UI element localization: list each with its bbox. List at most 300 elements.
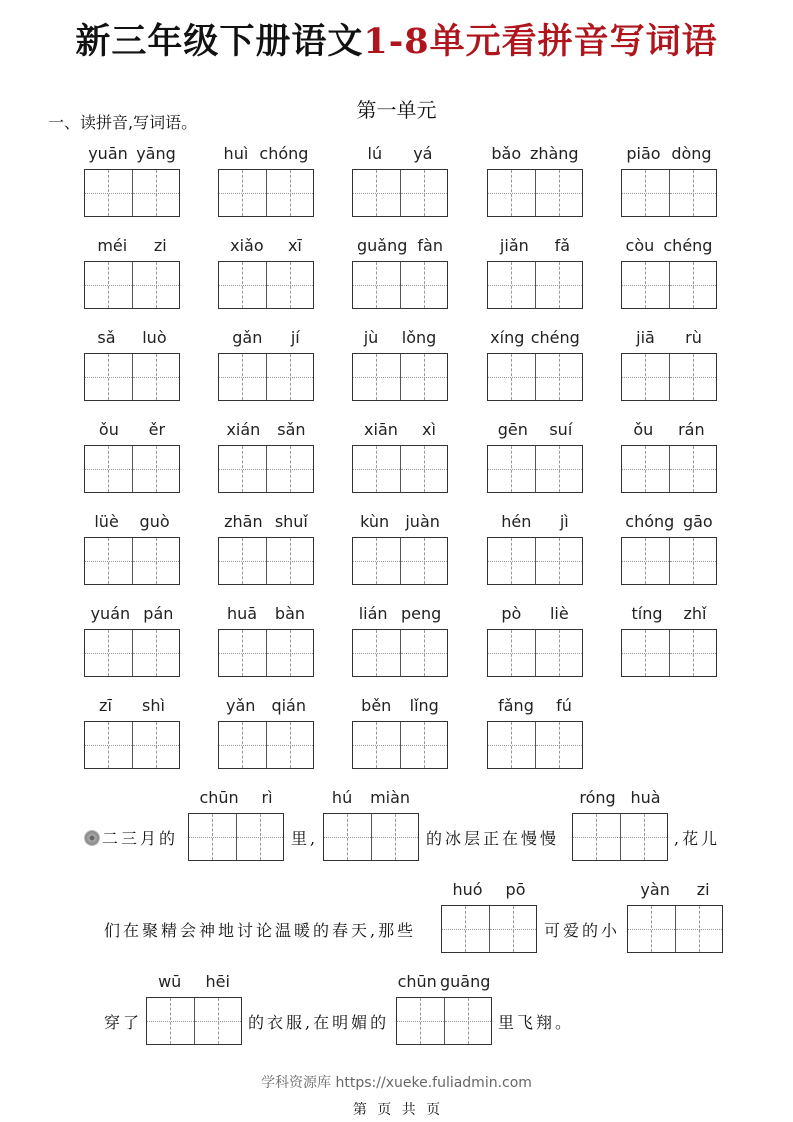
pinyin-label xyxy=(218,696,314,718)
pinyin-syllable-2: sǎn xyxy=(277,420,306,439)
pinyin-syllable-1: jiā xyxy=(636,328,655,347)
tianzige-cell[interactable] xyxy=(85,538,132,584)
tianzige-cell[interactable] xyxy=(132,722,180,768)
tianzige-cell[interactable] xyxy=(353,354,400,400)
tianzige-cell[interactable] xyxy=(266,170,314,216)
pinyin-label xyxy=(621,328,717,350)
footer-source: 学科资源库 https://xueke.fuliadmin.com xyxy=(261,1075,532,1091)
word-item[interactable] xyxy=(84,420,180,493)
tianzige-cell[interactable] xyxy=(400,538,448,584)
tianzige-cell[interactable] xyxy=(219,722,266,768)
word-item[interactable] xyxy=(218,144,314,217)
pinyin-label xyxy=(621,144,717,166)
tianzige-box[interactable] xyxy=(146,997,242,1045)
pinyin-label xyxy=(218,328,314,350)
pinyin-syllable-1: fǎng xyxy=(498,696,534,715)
pinyin-label xyxy=(218,604,314,626)
pinyin-syllable-2: zi xyxy=(153,236,167,255)
pinyin-syllable-1: piāo xyxy=(626,144,661,163)
tianzige-cell[interactable] xyxy=(236,814,284,860)
pinyin-syllable-2: luò xyxy=(142,328,167,347)
tianzige-box[interactable] xyxy=(487,721,583,769)
tianzige-box[interactable] xyxy=(84,169,180,217)
footer-page-number: 第 页 共 页 xyxy=(352,1102,441,1118)
tianzige-box[interactable] xyxy=(218,261,314,309)
tianzige-cell[interactable] xyxy=(353,170,400,216)
flower-icon xyxy=(84,830,100,846)
tianzige-cell[interactable] xyxy=(132,262,180,308)
tianzige-cell[interactable] xyxy=(132,354,180,400)
pinyin-syllable-1: jù xyxy=(363,328,379,347)
tianzige-box[interactable] xyxy=(218,629,314,677)
tianzige-box[interactable] xyxy=(323,813,419,861)
word-item[interactable] xyxy=(84,328,180,401)
pinyin-syllable-1: pò xyxy=(501,604,522,623)
tianzige-box[interactable] xyxy=(352,353,448,401)
tianzige-box[interactable] xyxy=(84,353,180,401)
tianzige-cell[interactable] xyxy=(371,814,419,860)
word-item[interactable] xyxy=(621,144,717,217)
tianzige-cell[interactable] xyxy=(535,262,583,308)
pinyin-syllable-1: ǒu xyxy=(98,420,119,439)
tianzige-cell[interactable] xyxy=(400,446,448,492)
tianzige-cell[interactable] xyxy=(400,170,448,216)
passage-line2-text2: 可爱的小 xyxy=(544,921,621,940)
tianzige-box[interactable] xyxy=(352,629,448,677)
tianzige-cell[interactable] xyxy=(622,630,669,676)
pinyin-syllable-1: guǎng xyxy=(357,236,408,255)
tianzige-cell[interactable] xyxy=(489,906,537,952)
pinyin-label xyxy=(487,696,583,718)
pinyin-label xyxy=(352,696,448,718)
passage-line1-text2: 里, xyxy=(291,829,319,848)
pinyin-syllable-2: rì xyxy=(261,788,273,807)
pinyin-syllable-2: pán xyxy=(143,604,174,623)
pinyin-syllable-1: jiǎn xyxy=(499,236,529,255)
tianzige-cell[interactable] xyxy=(132,170,180,216)
word-item[interactable] xyxy=(218,420,314,493)
pinyin-syllable-2: peng xyxy=(400,604,442,623)
unit-title: 第一单元 xyxy=(356,98,437,122)
pinyin-label xyxy=(352,420,448,442)
tianzige-cell[interactable] xyxy=(669,170,717,216)
pinyin-label xyxy=(218,236,314,258)
tianzige-cell[interactable] xyxy=(488,446,535,492)
pinyin-label xyxy=(323,788,419,810)
tianzige-cell[interactable] xyxy=(488,170,535,216)
pinyin-label xyxy=(621,236,717,258)
pinyin-syllable-2: yāng xyxy=(136,144,176,163)
tianzige-box[interactable] xyxy=(621,445,717,493)
tianzige-box[interactable] xyxy=(487,169,583,217)
pinyin-syllable-2: zhàng xyxy=(529,144,579,163)
tianzige-box[interactable] xyxy=(572,813,668,861)
pinyin-syllable-1: sǎ xyxy=(97,328,116,347)
pinyin-label xyxy=(84,236,180,258)
tianzige-box[interactable] xyxy=(627,905,723,953)
pinyin-syllable-2: pō xyxy=(505,880,526,899)
pinyin-syllable-2: shì xyxy=(142,696,165,715)
pinyin-label xyxy=(627,880,723,902)
tianzige-cell[interactable] xyxy=(573,814,620,860)
pinyin-label xyxy=(621,512,717,534)
title-black-part: 新三年级下册语文 xyxy=(75,21,364,62)
pinyin-label xyxy=(218,420,314,442)
tianzige-cell[interactable] xyxy=(219,538,266,584)
pinyin-syllable-2: miàn xyxy=(370,788,411,807)
word-item[interactable] xyxy=(352,696,448,769)
pinyin-syllable-1: ǒu xyxy=(633,420,654,439)
tianzige-box[interactable] xyxy=(218,353,314,401)
pinyin-syllable-2: juàn xyxy=(405,512,440,531)
tianzige-box[interactable] xyxy=(621,629,717,677)
tianzige-box[interactable] xyxy=(84,721,180,769)
tianzige-cell[interactable] xyxy=(219,630,266,676)
pinyin-label xyxy=(218,144,314,166)
tianzige-cell[interactable] xyxy=(266,722,314,768)
pinyin-syllable-2: dòng xyxy=(671,144,712,163)
tianzige-cell[interactable] xyxy=(444,998,492,1044)
pinyin-syllable-1: bǎo xyxy=(491,144,522,163)
tianzige-box[interactable] xyxy=(84,261,180,309)
pinyin-label xyxy=(487,236,583,258)
passage-box[interactable] xyxy=(572,788,668,861)
pinyin-syllable-1: tíng xyxy=(631,604,663,623)
pinyin-label xyxy=(352,512,448,534)
pinyin-syllable-1: hú xyxy=(331,788,353,807)
word-item[interactable] xyxy=(218,696,314,769)
tianzige-cell[interactable] xyxy=(266,630,314,676)
pinyin-syllable-2: hēi xyxy=(205,972,230,991)
pinyin-syllable-2: xī xyxy=(287,236,302,255)
pinyin-label xyxy=(218,512,314,534)
tianzige-cell[interactable] xyxy=(219,262,266,308)
pinyin-syllable-1: xíng xyxy=(490,328,525,347)
pinyin-label xyxy=(84,696,180,718)
pinyin-syllable-1: wū xyxy=(158,972,182,991)
pinyin-syllable-1: chūn xyxy=(397,972,437,991)
word-item[interactable] xyxy=(621,236,717,309)
tianzige-box[interactable] xyxy=(441,905,537,953)
tianzige-cell[interactable] xyxy=(488,630,535,676)
pinyin-label xyxy=(621,604,717,626)
tianzige-cell[interactable] xyxy=(85,354,132,400)
tianzige-cell[interactable] xyxy=(669,446,717,492)
tianzige-box[interactable] xyxy=(84,629,180,677)
pinyin-syllable-2: fàn xyxy=(417,236,443,255)
tianzige-box[interactable] xyxy=(218,169,314,217)
word-item[interactable] xyxy=(352,512,448,585)
pinyin-label xyxy=(487,512,583,534)
pinyin-syllable-2: lǐng xyxy=(409,696,439,715)
section-label: 一、读拼音,写词语。 xyxy=(48,113,198,132)
tianzige-cell[interactable] xyxy=(669,630,717,676)
pinyin-label xyxy=(487,420,583,442)
passage-box[interactable] xyxy=(188,788,284,861)
word-item[interactable] xyxy=(487,696,583,769)
word-item[interactable] xyxy=(487,236,583,309)
tianzige-box[interactable] xyxy=(352,721,448,769)
pinyin-syllable-1: běn xyxy=(361,696,392,715)
tianzige-cell[interactable] xyxy=(85,630,132,676)
document-title xyxy=(0,14,793,64)
tianzige-cell[interactable] xyxy=(620,814,668,860)
pinyin-syllable-1: zhān xyxy=(224,512,263,531)
tianzige-cell[interactable] xyxy=(397,998,444,1044)
tianzige-cell[interactable] xyxy=(535,354,583,400)
tianzige-box[interactable] xyxy=(621,169,717,217)
pinyin-syllable-2: guò xyxy=(139,512,170,531)
pinyin-syllable-2: chéng xyxy=(530,328,580,347)
word-item[interactable] xyxy=(621,328,717,401)
pinyin-syllable-1: lüè xyxy=(94,512,119,531)
tianzige-cell[interactable] xyxy=(85,722,132,768)
passage-box[interactable] xyxy=(146,972,242,1045)
pinyin-syllable-2: qián xyxy=(271,696,306,715)
pinyin-syllable-1: zī xyxy=(99,696,112,715)
word-item[interactable] xyxy=(218,236,314,309)
tianzige-box[interactable] xyxy=(352,537,448,585)
word-item[interactable] xyxy=(84,604,180,677)
pinyin-syllable-2: suí xyxy=(549,420,573,439)
word-item[interactable] xyxy=(621,420,717,493)
pinyin-syllable-1: huā xyxy=(226,604,258,623)
tianzige-cell[interactable] xyxy=(219,170,266,216)
pinyin-syllable-1: xián xyxy=(226,420,261,439)
tianzige-box[interactable] xyxy=(352,261,448,309)
pinyin-syllable-2: fú xyxy=(556,696,572,715)
tianzige-cell[interactable] xyxy=(535,446,583,492)
pinyin-syllable-2: fǎ xyxy=(554,236,571,255)
word-item[interactable] xyxy=(621,604,717,677)
pinyin-syllable-2: chéng xyxy=(663,236,713,255)
pinyin-label xyxy=(487,328,583,350)
pinyin-label xyxy=(84,328,180,350)
passage-line1-text1: 二三月的 xyxy=(84,826,178,849)
tianzige-box[interactable] xyxy=(352,445,448,493)
pinyin-syllable-1: xiǎo xyxy=(230,236,264,255)
pinyin-syllable-2: xì xyxy=(422,420,436,439)
pinyin-syllable-1: yàn xyxy=(640,880,670,899)
word-item[interactable] xyxy=(487,512,583,585)
passage-box[interactable] xyxy=(627,880,723,953)
pinyin-syllable-1: gǎn xyxy=(232,328,263,347)
pinyin-syllable-2: lǒng xyxy=(401,328,437,347)
pinyin-syllable-1: yuān xyxy=(88,144,128,163)
pinyin-syllable-2: zhǐ xyxy=(683,604,707,623)
passage-line1-text4: ,花儿 xyxy=(674,829,721,848)
tianzige-cell[interactable] xyxy=(266,354,314,400)
pinyin-syllable-2: rù xyxy=(685,328,702,347)
pinyin-syllable-1: yǎn xyxy=(226,696,256,715)
pinyin-syllable-1: lián xyxy=(358,604,388,623)
passage-box[interactable] xyxy=(441,880,537,953)
pinyin-syllable-2: huà xyxy=(630,788,661,807)
pinyin-syllable-2: chóng xyxy=(259,144,309,163)
tianzige-box[interactable] xyxy=(487,537,583,585)
word-item[interactable] xyxy=(218,328,314,401)
word-item[interactable] xyxy=(218,512,314,585)
pinyin-label xyxy=(487,144,583,166)
tianzige-cell[interactable] xyxy=(85,262,132,308)
word-item[interactable] xyxy=(352,420,448,493)
pinyin-label xyxy=(84,512,180,534)
tianzige-cell[interactable] xyxy=(353,722,400,768)
word-item[interactable] xyxy=(352,144,448,217)
tianzige-cell[interactable] xyxy=(353,262,400,308)
pinyin-label xyxy=(84,604,180,626)
tianzige-cell[interactable] xyxy=(535,722,583,768)
tianzige-box[interactable] xyxy=(487,629,583,677)
tianzige-cell[interactable] xyxy=(488,262,535,308)
word-item[interactable] xyxy=(487,604,583,677)
pinyin-label xyxy=(146,972,242,994)
pinyin-syllable-2: rán xyxy=(678,420,705,439)
pinyin-syllable-2: jí xyxy=(290,328,300,347)
word-item[interactable] xyxy=(352,328,448,401)
tianzige-cell[interactable] xyxy=(669,354,717,400)
tianzige-cell[interactable] xyxy=(219,446,266,492)
pinyin-syllable-2: yá xyxy=(413,144,433,163)
pinyin-label xyxy=(84,420,180,442)
pinyin-syllable-1: yuán xyxy=(90,604,131,623)
tianzige-cell[interactable] xyxy=(85,170,132,216)
tianzige-cell[interactable] xyxy=(194,998,242,1044)
pinyin-syllable-1: gēn xyxy=(497,420,528,439)
tianzige-cell[interactable] xyxy=(219,354,266,400)
tianzige-cell[interactable] xyxy=(669,538,717,584)
word-item[interactable] xyxy=(487,144,583,217)
passage-box[interactable] xyxy=(396,972,492,1045)
tianzige-cell[interactable] xyxy=(400,354,448,400)
tianzige-box[interactable] xyxy=(487,261,583,309)
pinyin-label xyxy=(84,144,180,166)
word-item[interactable] xyxy=(84,144,180,217)
tianzige-cell[interactable] xyxy=(535,630,583,676)
tianzige-box[interactable] xyxy=(218,445,314,493)
tianzige-cell[interactable] xyxy=(189,814,236,860)
pinyin-syllable-1: chóng xyxy=(625,512,675,531)
passage-line3-text3: 里飞翔。 xyxy=(498,1013,575,1032)
tianzige-cell[interactable] xyxy=(669,262,717,308)
word-item[interactable] xyxy=(84,512,180,585)
pinyin-label xyxy=(572,788,668,810)
tianzige-cell[interactable] xyxy=(132,630,180,676)
pinyin-syllable-1: kùn xyxy=(360,512,390,531)
tianzige-box[interactable] xyxy=(84,537,180,585)
word-item[interactable] xyxy=(621,512,717,585)
pinyin-syllable-1: còu xyxy=(625,236,655,255)
word-item[interactable] xyxy=(487,328,583,401)
pinyin-syllable-1: huó xyxy=(452,880,483,899)
tianzige-cell[interactable] xyxy=(400,262,448,308)
pinyin-label xyxy=(352,236,448,258)
tianzige-cell[interactable] xyxy=(622,538,669,584)
word-item[interactable] xyxy=(218,604,314,677)
pinyin-syllable-1: xiān xyxy=(364,420,398,439)
tianzige-box[interactable] xyxy=(352,169,448,217)
tianzige-cell[interactable] xyxy=(400,630,448,676)
tianzige-cell[interactable] xyxy=(488,722,535,768)
tianzige-cell[interactable] xyxy=(622,170,669,216)
pinyin-label xyxy=(396,972,492,994)
tianzige-cell[interactable] xyxy=(266,538,314,584)
tianzige-cell[interactable] xyxy=(488,538,535,584)
tianzige-box[interactable] xyxy=(487,445,583,493)
pinyin-syllable-2: gāo xyxy=(682,512,713,531)
pinyin-syllable-2: guāng xyxy=(440,972,491,991)
word-item[interactable] xyxy=(487,420,583,493)
pinyin-label xyxy=(621,420,717,442)
word-item[interactable] xyxy=(84,696,180,769)
pinyin-syllable-2: liè xyxy=(549,604,569,623)
tianzige-box[interactable] xyxy=(621,353,717,401)
pinyin-syllable-1: lú xyxy=(367,144,383,163)
passage-line3-text2: 的衣服,在明媚的 xyxy=(248,1013,390,1032)
pinyin-label xyxy=(352,328,448,350)
pinyin-syllable-2: ěr xyxy=(148,420,166,439)
tianzige-cell[interactable] xyxy=(266,446,314,492)
tianzige-cell[interactable] xyxy=(353,446,400,492)
tianzige-cell[interactable] xyxy=(442,906,489,952)
tianzige-cell[interactable] xyxy=(675,906,723,952)
tianzige-cell[interactable] xyxy=(622,446,669,492)
tianzige-cell[interactable] xyxy=(488,354,535,400)
tianzige-cell[interactable] xyxy=(535,538,583,584)
pinyin-syllable-1: róng xyxy=(579,788,616,807)
tianzige-cell[interactable] xyxy=(266,262,314,308)
tianzige-cell[interactable] xyxy=(628,906,675,952)
tianzige-box[interactable] xyxy=(621,537,717,585)
tianzige-cell[interactable] xyxy=(147,998,194,1044)
pinyin-label xyxy=(487,604,583,626)
tianzige-cell[interactable] xyxy=(353,538,400,584)
tianzige-cell[interactable] xyxy=(535,170,583,216)
pinyin-label xyxy=(441,880,537,902)
tianzige-box[interactable] xyxy=(218,721,314,769)
pinyin-syllable-2: zi xyxy=(696,880,710,899)
pinyin-syllable-2: shuǐ xyxy=(274,512,308,531)
tianzige-cell[interactable] xyxy=(622,262,669,308)
tianzige-cell[interactable] xyxy=(132,446,180,492)
word-item[interactable] xyxy=(352,236,448,309)
tianzige-cell[interactable] xyxy=(132,538,180,584)
pinyin-syllable-1: huì xyxy=(223,144,249,163)
tianzige-cell[interactable] xyxy=(85,446,132,492)
tianzige-box[interactable] xyxy=(487,353,583,401)
tianzige-cell[interactable] xyxy=(324,814,371,860)
passage-line2-text1: 们在聚精会神地讨论温暖的春天,那些 xyxy=(104,921,417,940)
pinyin-label xyxy=(188,788,284,810)
tianzige-cell[interactable] xyxy=(400,722,448,768)
tianzige-box[interactable] xyxy=(396,997,492,1045)
tianzige-box[interactable] xyxy=(621,261,717,309)
passage-line3-text1: 穿了 xyxy=(104,1013,143,1032)
pinyin-syllable-1: hén xyxy=(501,512,532,531)
tianzige-box[interactable] xyxy=(84,445,180,493)
tianzige-cell[interactable] xyxy=(353,630,400,676)
pinyin-label xyxy=(352,604,448,626)
pinyin-syllable-1: chūn xyxy=(199,788,239,807)
tianzige-box[interactable] xyxy=(218,537,314,585)
tianzige-box[interactable] xyxy=(188,813,284,861)
pinyin-syllable-2: jì xyxy=(559,512,569,531)
tianzige-cell[interactable] xyxy=(622,354,669,400)
word-item[interactable] xyxy=(352,604,448,677)
title-red-part: 1-8单元看拼音写词语 xyxy=(363,21,718,62)
word-item[interactable] xyxy=(84,236,180,309)
passage-box[interactable] xyxy=(323,788,419,861)
